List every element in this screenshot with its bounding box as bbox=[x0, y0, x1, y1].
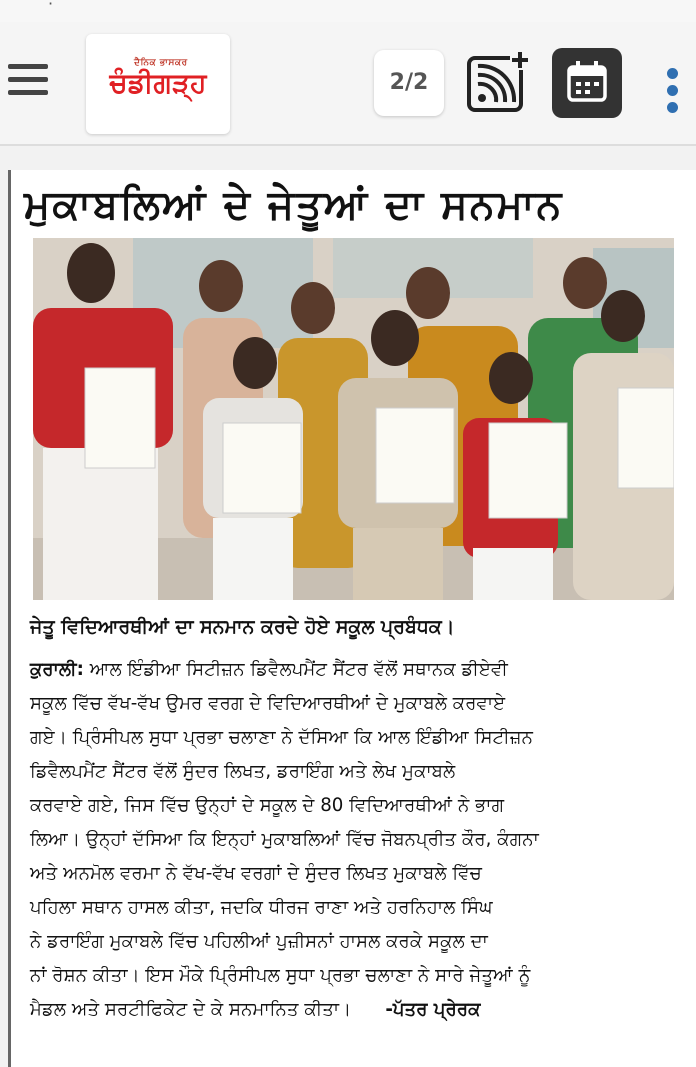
body-line: ਗਏ। ਪ੍ਰਿੰਸੀਪਲ ਸੁਧਾ ਪ੍ਰਭਾ ਚਲਾਣਾ ਨੇ ਦੱਸਿਆ ਕਿ ਆਲ ਇੰਡੀਆ ਸਿਟੀਜ਼ਨ bbox=[30, 727, 533, 748]
article-body bbox=[30, 653, 676, 1027]
status-bar-fragment: · bbox=[48, 0, 54, 13]
photo-caption: ਜੇਤੂ ਵਿਦਿਆਰਥੀਆਂ ਦਾ ਸਨਮਾਨ ਕਰਦੇ ਹੋਏ ਸਕੂਲ ਪ੍ਰਬੰਧਕ। bbox=[30, 616, 455, 638]
publication-logo[interactable] bbox=[86, 34, 230, 134]
column-border bbox=[8, 170, 11, 1067]
body-line bbox=[30, 653, 676, 687]
more-vertical-icon[interactable] bbox=[662, 68, 682, 114]
body-line bbox=[30, 993, 676, 1027]
page-indicator[interactable]: 2/2 bbox=[374, 50, 444, 116]
app-header bbox=[0, 22, 696, 146]
body-line: ਪਹਿਲਾ ਸਥਾਨ ਹਾਸਲ ਕੀਤਾ, ਜਦਕਿ ਧੀਰਜ ਰਾਣਾ ਅਤੇ ਹਰਨਿਹਾਲ ਸਿੰਘ bbox=[30, 897, 493, 918]
calendar-icon[interactable] bbox=[552, 48, 622, 118]
body-text: ਮੈਡਲ ਅਤੇ ਸਰਟੀਫਿਕੇਟ ਦੇ ਕੇ ਸਨਮਾਨਿਤ ਕੀਤਾ। bbox=[30, 999, 352, 1020]
logo-title: ਚੰਡੀਗੜ੍ਹ bbox=[109, 68, 207, 99]
article-photo bbox=[33, 238, 674, 600]
hamburger-menu-icon[interactable] bbox=[8, 62, 48, 96]
byline-signature: -ਪੱਤਰ ਪ੍ਰੇਰਕ bbox=[385, 999, 481, 1020]
body-line: ਅਤੇ ਅਨਮੋਲ ਵਰਮਾ ਨੇ ਵੱਖ-ਵੱਖ ਵਰਗਾਂ ਦੇ ਸੁੰਦਰ ਲਿਖਤ ਮੁਕਾਬਲੇ ਵਿੱਚ bbox=[30, 863, 482, 884]
rss-add-icon[interactable] bbox=[466, 50, 530, 114]
dateline: ਕੁਰਾਲੀ: bbox=[30, 659, 84, 680]
body-line: ਨੇ ਡਰਾਇੰਗ ਮੁਕਾਬਲੇ ਵਿੱਚ ਪਹਿਲੀਆਂ ਪੁਜ਼ੀਸਨਾਂ ਹਾਸਲ ਕਰਕੇ ਸਕੂਲ ਦਾ bbox=[30, 931, 488, 952]
body-line: ਡਿਵੈਲਪਮੈਂਟ ਸੈਂਟਰ ਵੱਲੋਂ ਸੁੰਦਰ ਲਿਖਤ, ਡਰਾਇੰਗ ਅਤੇ ਲੇਖ ਮੁਕਾਬਲੇ bbox=[30, 761, 456, 782]
body-line: ਲਿਆ। ਉਨ੍ਹਾਂ ਦੱਸਿਆ ਕਿ ਇਨ੍ਹਾਂ ਮੁਕਾਬਲਿਆਂ ਵਿੱਚ ਜੋਬਨਪ੍ਰੀਤ ਕੌਰ, ਕੰਗਨਾ bbox=[30, 829, 539, 850]
body-text: ਆਲ ਇੰਡੀਆ ਸਿਟੀਜ਼ਨ ਡਿਵੈਲਪਮੈਂਟ ਸੈਂਟਰ ਵੱਲੋਂ ਸਥਾਨਕ ਡੀਏਵੀ bbox=[89, 659, 508, 680]
article-headline: ਮੁਕਾਬਲਿਆਂ ਦੇ ਜੇਤੂਆਂ ਦਾ ਸਨਮਾਨ bbox=[24, 182, 564, 228]
logo-subtitle: ਦੈਨਿਕ ਭਾਸਕਰ bbox=[134, 58, 188, 68]
body-line: ਨਾਂ ਰੋਸ਼ਨ ਕੀਤਾ। ਇਸ ਮੌਕੇ ਪ੍ਰਿੰਸੀਪਲ ਸੁਧਾ ਪ੍ਰਭਾ ਚਲਾਣਾ ਨੇ ਸਾਰੇ ਜੇਤੂਆਂ ਨੂੰ bbox=[30, 965, 531, 986]
body-line: ਕਰਵਾਏ ਗਏ, ਜਿਸ ਵਿੱਚ ਉਨ੍ਹਾਂ ਦੇ ਸਕੂਲ ਦੇ 80 ਵਿਦਿਆਰਥੀਆਂ ਨੇ ਭਾਗ bbox=[30, 795, 505, 816]
status-bar bbox=[0, 0, 696, 22]
body-line: ਸਕੂਲ ਵਿੱਚ ਵੱਖ-ਵੱਖ ਉਮਰ ਵਰਗ ਦੇ ਵਿਦਿਆਰਥੀਆਂ ਦੇ ਮੁਕਾਬਲੇ ਕਰਵਾਏ bbox=[30, 693, 506, 714]
